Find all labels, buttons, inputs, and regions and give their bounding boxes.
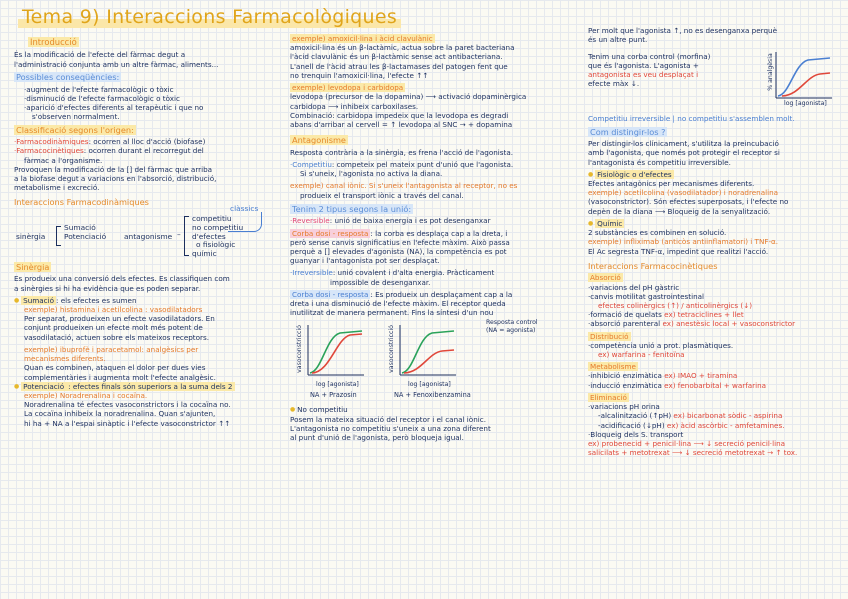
text-line: carbidopa ⟶ inhibeix carboxilases. <box>290 101 419 111</box>
example-line: ex) warfarina - fenitoïna <box>598 350 685 360</box>
text-line: Per distingir-los clínicament, s'utilitza la preincubació <box>588 139 779 149</box>
list-item: ● Potenciació : efectes finals són superiors a la suma dels 2 <box>14 382 276 391</box>
diagram-label: químic <box>192 248 217 258</box>
example-line: exemple) infliximab (anticòs antiinflamatori) i TNF-α. <box>588 237 779 247</box>
section-heading-sinergia: Sinèrgia <box>16 261 50 272</box>
list-item: ·competència unió a prot. plasmàtiques. <box>588 340 734 350</box>
chart-y-label: vasoconstricció <box>387 325 395 374</box>
text-line: És la modificació de l'efecte del fàrmac degut a <box>14 49 186 59</box>
text-line: és un altre punt. <box>588 35 648 45</box>
text-line: Corba dosi - resposta : Es produeix un desplaçament cap a la <box>292 289 513 299</box>
text-line: Resposta contrària a la sinèrgia, es frena l'acció de l'agonista. <box>290 147 514 157</box>
chart-x-label: log [agonista] <box>784 100 827 108</box>
chart-x-label: log [agonista] <box>408 381 451 389</box>
list-item: ·Competitiu: competeix pel mateix punt d'unió que l'agonista. <box>290 159 514 169</box>
text-line: El Ac segresta TNF-α, impedint que realitzi l'acció. <box>588 246 769 256</box>
text-line: l'antagonista és competitiu irreversible. <box>588 157 731 167</box>
text-line: l'administració conjunta amb un altre fàrmac, aliments... <box>14 59 219 69</box>
text-line: no trenquin l'amoxicil·lina, l'efecte ↑↑ <box>290 70 429 80</box>
text-line: Efectes antagònics per mecanismes diferents. <box>588 179 755 189</box>
text-line: 2 substàncies es combinen en solució. <box>588 228 727 238</box>
list-item: ● Fisiològic o d'efectes <box>588 170 836 179</box>
diagram-brace <box>56 226 61 246</box>
text-line: dreta i una disminució de l'efecte màxim. El receptor queda <box>290 299 506 309</box>
diagram-label: antagonisme <box>124 231 173 241</box>
text-line: Per separat, produeixen un efecte vasodilatadors. En <box>24 314 215 324</box>
dose-response-chart-2 <box>396 323 458 379</box>
chart-caption: NA + Fenoxibenzamina <box>394 391 471 400</box>
diagram-label: d'efectes <box>192 231 226 241</box>
list-item: ·inhibició enzimàtica ex) IMAO + tiramina <box>588 371 738 381</box>
text-line: abans d'arribar al cervell = ↑ levodopa al SNC → + dopamina <box>290 119 513 129</box>
text-line: conjunt produeixen un efecte molt més potent de <box>24 323 203 333</box>
control-curve-block <box>588 50 836 108</box>
text-line: complementàries i augmenta molt l'efecte analgèsic. <box>24 372 216 382</box>
text-line: depèn de la diana ⟶ Bloqueig de la senyalització. <box>588 206 771 216</box>
list-item: ·aparició d'efectes diferents al terapèutic i que no <box>24 103 204 113</box>
diagram-bracket <box>228 212 262 232</box>
text-line: Competitiu irreversible | no competitiu s'assemblen molt. <box>588 114 795 124</box>
text-line: amoxicil·lina és un β-lactàmic, actua sobre la paret bacteriana <box>290 43 515 53</box>
text-line: a sinèrgies si hi ha evidència que es poden separar. <box>14 283 201 293</box>
text-line: però sense canvis significatius en l'efecte màxim. Això passa <box>290 237 510 247</box>
text-line: Quan es combinen, ataquen el dolor per dues vies <box>24 363 206 373</box>
text-line: Per molt que l'agonista ↑, no es desenganxa perquè <box>588 26 778 35</box>
diagram-label: Potenciació <box>64 231 107 241</box>
text-line: La cocaïna inhibeix la noradrenalina. Quan s'ajunten, <box>24 409 216 419</box>
text-line: fàrmac a l'organisme. <box>24 155 103 165</box>
text-line: Combinació: carbidopa impedeix que la levodopa es degradi <box>290 110 509 120</box>
text-line: Corba dosi - resposta : la corba es desplaça cap a la dreta, i <box>292 228 508 238</box>
text-line: l'àcid clavulànic és un β-lactàmic sense act antibacteriana. <box>290 52 503 62</box>
chart-x-label: log [agonista] <box>316 381 359 389</box>
example-line: exemple) ibuprofè i paracetamol: analgèsics per <box>24 344 199 354</box>
text-line: impossible de desenganxar. <box>330 277 431 287</box>
chart-caption: NA + Prazosin <box>310 391 357 400</box>
list-item: ·Farmacodinàmiques: ocorren al lloc d'acció (biofase) <box>14 137 206 147</box>
text-line: inutilitzat de manera permanent. Fins la síntesi d'un nou <box>290 308 494 318</box>
list-item: -acidificació (↓pH) ex) àcid ascòrbic - amfetamines. <box>598 420 785 430</box>
text-line: antagonista es veu desplaçat i <box>588 70 699 80</box>
chart-area <box>290 317 560 405</box>
section-heading-distinguir: Com distingir-los ? <box>590 126 666 137</box>
subheading-metabolisme: Metabolisme <box>590 362 636 372</box>
diagram-brace <box>184 216 189 256</box>
diagram-label: competitiu <box>192 213 232 223</box>
text-line: amb l'agonista, que només pot protegir el receptor si <box>588 148 780 158</box>
text-line: Provoquen la modificació de la [] del fàrmac que arriba <box>14 164 213 174</box>
legend-label: Resposta control <box>486 319 538 327</box>
list-item: ·canvis motilitat gastrointestinal <box>588 291 705 301</box>
section-heading-pd: Interaccions Farmacodinàmiques <box>14 197 149 208</box>
classification-diagram: sinèrgia Sumació Potenciació antagonisme – competitiu no competitiu d'efectes o fisiològic químic clàssics <box>14 212 276 258</box>
page-title: Tema 9) Interaccions Farmacològiques <box>18 6 401 28</box>
control-curve <box>310 331 362 373</box>
text-line: L'anell de l'àcid atrau les β-lactamases del patogen fent que <box>290 61 508 71</box>
example-line: mecanismes diferents. <box>24 354 106 364</box>
text-line: Posem la mateixa situació del receptor i el canal iònic. <box>290 414 486 424</box>
list-item: ·Irreversible: unió covalent i d'alta energia. Pràcticament <box>290 268 495 278</box>
list-item: ● Sumació : els efectes es sumen <box>14 296 276 305</box>
text-line: (vasoconstrictor). Són efectes superposats, i l'efecte no <box>588 197 789 207</box>
list-item: ·variacions del pH gàstric <box>588 282 680 292</box>
dose-response-chart-1 <box>304 323 366 379</box>
list-item: ·disminució de l'efecte farmacològic o tòxic <box>24 93 181 103</box>
chart-y-label: % analgèsia <box>766 53 774 92</box>
example-line: exemple) Noradrenalina i cocaïna. <box>24 391 148 400</box>
section-heading-tipus: Tenim 2 tipus segons la unió: <box>292 203 412 214</box>
column-2 <box>290 34 560 442</box>
text-line: Si s'uneix, l'agonista no activa la diana. <box>300 169 443 179</box>
section-heading-consequences: Possibles conseqüències: <box>16 72 120 83</box>
text-line: produeix el transport iònic a través del canal. <box>300 190 464 200</box>
text-line: a la biofase degut a variacions en l'absorció, distribució, <box>14 173 217 183</box>
column-1 <box>14 34 276 428</box>
list-item: s'observen normalment. <box>32 112 120 122</box>
column-3 <box>588 26 836 457</box>
control-curve <box>402 331 454 373</box>
diagram-label: no competitiu <box>192 222 244 232</box>
text-line: perquè a [] elevades d'agonista (NA), la competència es pot <box>290 246 507 256</box>
text-line: Es produeix una conversió dels efectes. Es classifiquen com <box>14 274 230 284</box>
example-line: salicilats + metotrexat ⟶ ↓ secreció metotrexat → ↑ tox. <box>588 448 798 458</box>
antagonist-curve <box>404 350 454 373</box>
diagram-label: sinèrgia <box>16 231 46 241</box>
example-line: ex) probenecid + penicil·lina ⟶ ↓ secreció penicil·lina <box>588 439 786 448</box>
section-heading-antagonisme: Antagonisme <box>292 135 346 146</box>
list-item: ·absorció parenteral ex) anestèsic local + vasoconstrictor <box>588 319 796 329</box>
diagram-label: clàssics <box>230 203 259 213</box>
section-heading-intro: Introducció <box>30 37 77 47</box>
list-item: ·variacions pH orina <box>588 402 660 412</box>
list-item: ·Bloqueig dels S. transport <box>588 429 684 439</box>
text-line: vasodilatació, actuen sobre els mateixos receptors. <box>24 332 210 342</box>
chart-y-label: vasoconstricció <box>295 325 303 374</box>
legend-label: (NA = agonista) <box>486 327 536 335</box>
diagram-label: o fisiològic <box>196 239 236 249</box>
subheading-absorcio: Absorció <box>590 273 621 283</box>
subheading-distribucio: Distribució <box>590 331 629 341</box>
list-item: ·Farmacocinètiques: ocorren durant el recorregut del <box>14 146 204 156</box>
subheading-eliminacio: Eliminació <box>590 392 627 402</box>
text-line: efecte màx ↓. <box>588 79 640 89</box>
text-line: guanyar i l'antagonista pot ser desplaçat. <box>290 256 440 266</box>
list-item: -alcalinització (↑pH) ex) bicarbonat sòdic - aspirina <box>598 411 783 421</box>
list-item: ·inducció enzimàtica ex) fenobarbital + warfarina <box>588 380 767 390</box>
list-item: ·augment de l'efecte farmacològic o tòxic <box>24 84 174 94</box>
text-line: Noradrenalina té efectes vasoconstrictors i la cocaïna no. <box>24 400 231 410</box>
example-line: exemple) levodopa i carbidopa <box>292 83 404 93</box>
section-heading-pk: Interaccions Farmacocinètiques <box>588 260 718 271</box>
text-line: que és l'agonista. L'agonista + <box>588 61 699 71</box>
list-item: ·Reversible: unió de baixa energia i es pot desenganxar <box>290 216 491 226</box>
example-line: exemple) acetilcolina (vasodilatador) i noradrenalina <box>588 188 779 198</box>
example-line: exemple) amoxicil·lina i àcid clavulànic <box>292 34 433 43</box>
text-line: metabolisme i excreció. <box>14 183 100 193</box>
example-line: exemple) histamina i acetilcolina : vasodilatadors <box>24 305 203 315</box>
antagonist-curve <box>312 334 362 373</box>
example-line: efectes colinèrgics (↑) / anticolinèrgics (↓) <box>598 300 753 310</box>
analgesia-chart <box>772 50 834 102</box>
list-item: ● Químic <box>588 219 836 228</box>
text-line: levodopa (precursor de la dopamina) ⟶ activació dopaminèrgica <box>290 92 527 102</box>
list-item: ·formació de quelats ex) tetraciclines + llet <box>588 310 744 320</box>
text-line: hi ha + NA a l'espai sinàptic i l'efecte vasoconstrictor ↑↑ <box>24 418 231 428</box>
text-line: al punt d'unió de l'agonista, però bloqueja igual. <box>290 433 464 443</box>
text-line: L'antagonista no competitiu s'uneix a una zona diferent <box>290 423 491 433</box>
list-item: ● No competitiu <box>290 405 560 414</box>
diagram-label: Sumació <box>64 222 96 232</box>
text-line: Tenim una corba control (morfina) <box>588 52 711 62</box>
example-line: exemple) canal iònic. Si s'uneix l'antagonista al receptor, no es <box>290 181 518 191</box>
section-heading-classification: Classificació segons l'origen: <box>16 124 134 135</box>
